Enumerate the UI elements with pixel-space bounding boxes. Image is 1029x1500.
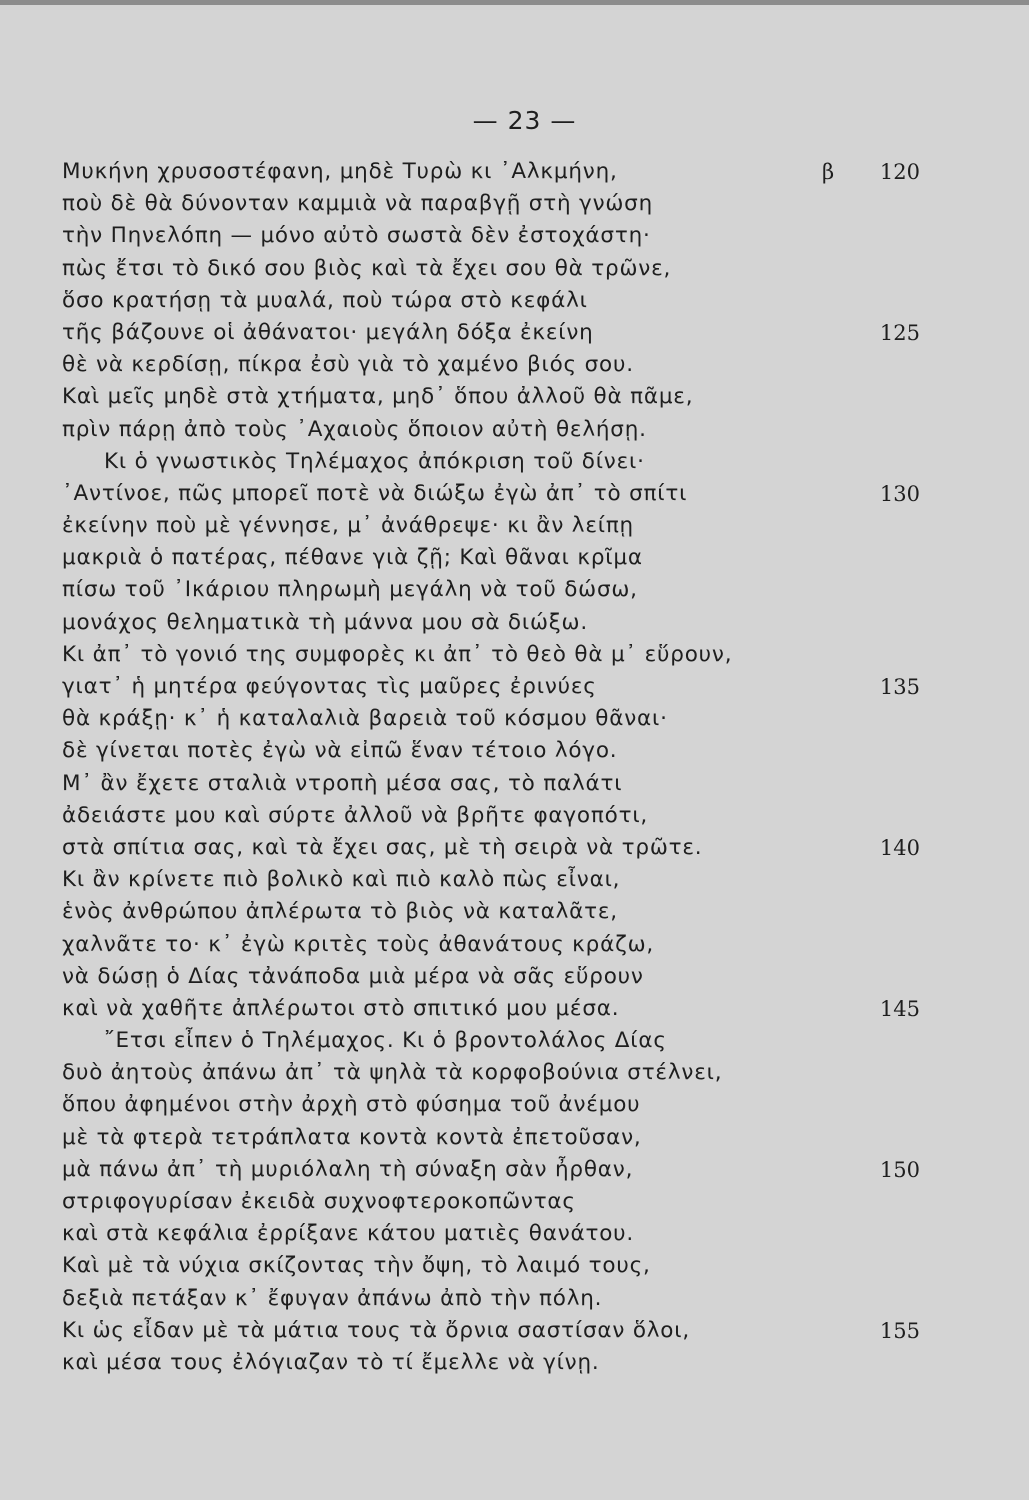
poem-line (62, 317, 1002, 349)
book-label: β (822, 160, 835, 184)
poem-line-text: Κι ὁ γνωστικὸς Τηλέμαχος ἀπόκριση τοῦ δίνει· (104, 448, 645, 474)
poem-line-text: μονάχος θεληματικὰ τὴ μάννα μου σὰ διώξω. (62, 609, 588, 635)
poem-line-text: καὶ μέσα τους ἐλόγιαζαν τὸ τί ἔμελλε νὰ γίνῃ. (62, 1349, 600, 1375)
poem-line-text: μακριὰ ὁ πατέρας, πέθανε γιὰ ζῇ; Καὶ θᾶναι κρῖμα (62, 545, 643, 571)
poem-line-text: θὲ νὰ κερδίσῃ, πίκρα ἐσὺ γιὰ τὸ χαμένο βιός σου. (62, 352, 634, 378)
poem-line (62, 671, 1002, 703)
poem-text (62, 156, 1002, 1379)
poem-line (62, 864, 1002, 896)
poem-line (62, 542, 1002, 574)
line-number: 130 (879, 481, 920, 506)
poem-line (62, 1347, 1002, 1379)
line-number: 145 (879, 996, 920, 1021)
line-number: 155 (879, 1318, 920, 1343)
poem-line (62, 1315, 1002, 1347)
poem-line-text: ποὺ δὲ θὰ δύνονταν καμμιὰ νὰ παραβγῇ στὴ γνώση (62, 191, 654, 217)
poem-line (62, 220, 1002, 252)
poem-line-text: δεξιὰ πετάξαν κ᾿ ἔφυγαν ἀπάνω ἀπὸ τὴν πόλη. (62, 1285, 603, 1311)
poem-line (62, 1089, 1002, 1121)
poem-line-text: πὼς ἔτσι τὸ δικό σου βιὸς καὶ τὰ ἔχει σου θὰ τρῶνε, (62, 255, 672, 281)
poem-line (62, 639, 1002, 671)
poem-line (62, 156, 1002, 188)
poem-line-text: στὰ σπίτια σας, καὶ τὰ ἔχει σας, μὲ τὴ σειρὰ νὰ τρῶτε. (62, 834, 703, 860)
poem-line (62, 961, 1002, 993)
poem-line-text: πρὶν πάρῃ ἀπὸ τοὺς ᾿Αχαιοὺς ὅποιον αὐτὴ θελήσῃ. (62, 416, 647, 442)
poem-line (62, 446, 1002, 478)
poem-line (62, 896, 1002, 928)
poem-line-text: καὶ στὰ κεφάλια ἐρρίξανε κάτου ματιὲς θανάτου. (62, 1221, 635, 1247)
poem-line (62, 993, 1002, 1025)
poem-line-text: τῆς βάζουνε οἱ ἀθάνατοι· μεγάλη δόξα ἐκείνη (62, 319, 594, 345)
poem-line-text: Μυκήνη χρυσοστέφανη, μηδὲ Τυρὼ κι ᾿Αλκμήνη, (62, 159, 618, 184)
poem-line-text: δὲ γίνεται ποτὲς ἐγὼ νὰ εἰπῶ ἕναν τέτοιο λόγο. (62, 738, 618, 764)
poem-line-text: καὶ νὰ χαθῆτε ἀπλέρωτοι στὸ σπιτικό μου μέσα. (62, 995, 620, 1021)
poem-line-text: Μ᾿ ἂν ἔχετε σταλιὰ ντροπὴ μέσα σας, τὸ παλάτι (62, 770, 623, 796)
poem-line-text: ῎Ετσι εἶπεν ὁ Τηλέμαχος. Κι ὁ βροντολάλος Δίας (104, 1028, 667, 1054)
poem-line (62, 253, 1002, 285)
poem-line (62, 1122, 1002, 1154)
poem-line-text: δυὸ ἀητοὺς ἀπάνω ἀπ᾿ τὰ ψηλὰ τὰ κορφοβούνια στέλνει, (62, 1060, 723, 1086)
poem-line-text: τὴν Πηνελόπη — μόνο αὐτὸ σωστὰ δὲν ἐστοχάστη· (62, 223, 651, 249)
poem-line-text: νὰ δώσῃ ὁ Δίας τἀνάποδα μιὰ μέρα νὰ σᾶς εὕρουν (62, 963, 644, 989)
poem-line (62, 414, 1002, 446)
poem-line-text: στριφογυρίσαν ἐκειδὰ συχνοφτεροκοπῶντας (62, 1189, 576, 1214)
poem-line (62, 800, 1002, 832)
poem-line-text: γιατ᾿ ἡ μητέρα φεύγοντας τὶς μαῦρες ἐρινύες (62, 674, 597, 699)
poem-line-text: μὲ τὰ φτερὰ τετράπλατα κοντὰ κοντὰ ἐπετοῦσαν, (62, 1124, 642, 1150)
poem-line (62, 1057, 1002, 1089)
page-top-edge (0, 0, 1029, 5)
poem-line (62, 574, 1002, 606)
poem-line (62, 735, 1002, 767)
poem-line-text: Κι ἂν κρίνετε πιὸ βολικὸ καὶ πιὸ καλὸ πὼς εἶναι, (62, 867, 621, 893)
line-number: 140 (879, 835, 920, 860)
poem-line (62, 510, 1002, 542)
poem-line (62, 1250, 1002, 1282)
poem-line (62, 1218, 1002, 1250)
poem-line (62, 768, 1002, 800)
line-number: 125 (879, 320, 920, 345)
line-number: 120 (879, 160, 920, 184)
poem-line-text: Καὶ μὲ τὰ νύχια σκίζοντας τὴν ὄψη, τὸ λαιμό τους, (62, 1253, 651, 1279)
poem-line (62, 1025, 1002, 1057)
poem-line (62, 349, 1002, 381)
page-number: — 23 — (472, 106, 577, 135)
poem-line (62, 929, 1002, 961)
poem-line (62, 188, 1002, 220)
poem-line (62, 285, 1002, 317)
poem-line-text: ἀδειάστε μου καὶ σύρτε ἀλλοῦ νὰ βρῆτε φαγοπότι, (62, 802, 649, 828)
poem-line (62, 1186, 1002, 1218)
line-number: 150 (879, 1157, 920, 1182)
poem-line-text: πίσω τοῦ ᾿Ικάριου πληρωμὴ μεγάλη νὰ τοῦ δώσω, (62, 577, 638, 603)
poem-line-text: ᾿Αντίνοε, πῶς μπορεῖ ποτὲ νὰ διώξω ἐγὼ ἀπ᾿ τὸ σπίτι (62, 480, 688, 506)
poem-line-text: ὅσο κρατήσῃ τὰ μυαλά, ποὺ τώρα στὸ κεφάλι (62, 287, 588, 313)
line-number: 135 (879, 675, 920, 699)
poem-line-text: χαλνᾶτε το· κ᾿ ἐγὼ κριτὲς τοὺς ἀθανάτους κράζω, (62, 931, 655, 957)
poem-line (62, 1154, 1002, 1186)
poem-line (62, 381, 1002, 413)
poem-line-text: ἑνὸς ἀνθρώπου ἀπλέρωτα τὸ βιὸς νὰ καταλᾶτε, (62, 899, 618, 925)
poem-line-text: Κι ὡς εἶδαν μὲ τὰ μάτια τους τὰ ὄρνια σαστίσαν ὅλοι, (62, 1317, 690, 1343)
poem-line-text: θὰ κράξῃ· κ᾿ ἡ καταλαλιὰ βαρειὰ τοῦ κόσμου θᾶναι· (62, 706, 668, 732)
poem-line (62, 832, 1002, 864)
poem-line-text: Καὶ μεῖς μηδὲ στὰ χτήματα, μηδ᾿ ὅπου ἀλλοῦ θὰ πᾶμε, (62, 384, 694, 410)
poem-line-text: ἐκείνην ποὺ μὲ γέννησε, μ᾿ ἀνάθρεψε· κι ἂν λείπῃ (62, 513, 634, 539)
poem-line (62, 1283, 1002, 1315)
poem-line-text: ὅπου ἀφημένοι στὴν ἀρχὴ στὸ φύσημα τοῦ ἀνέμου (62, 1092, 641, 1118)
poem-line (62, 703, 1002, 735)
poem-line-text: μὰ πάνω ἀπ᾿ τὴ μυριόλαλη τὴ σύναξη σὰν ἦρθαν, (62, 1156, 634, 1182)
poem-line (62, 607, 1002, 639)
poem-line (62, 478, 1002, 510)
poem-line-text: Κι ἀπ᾿ τὸ γονιό της συμφορὲς κι ἀπ᾿ τὸ θεὸ θὰ μ᾿ εὕρουν, (62, 641, 733, 667)
